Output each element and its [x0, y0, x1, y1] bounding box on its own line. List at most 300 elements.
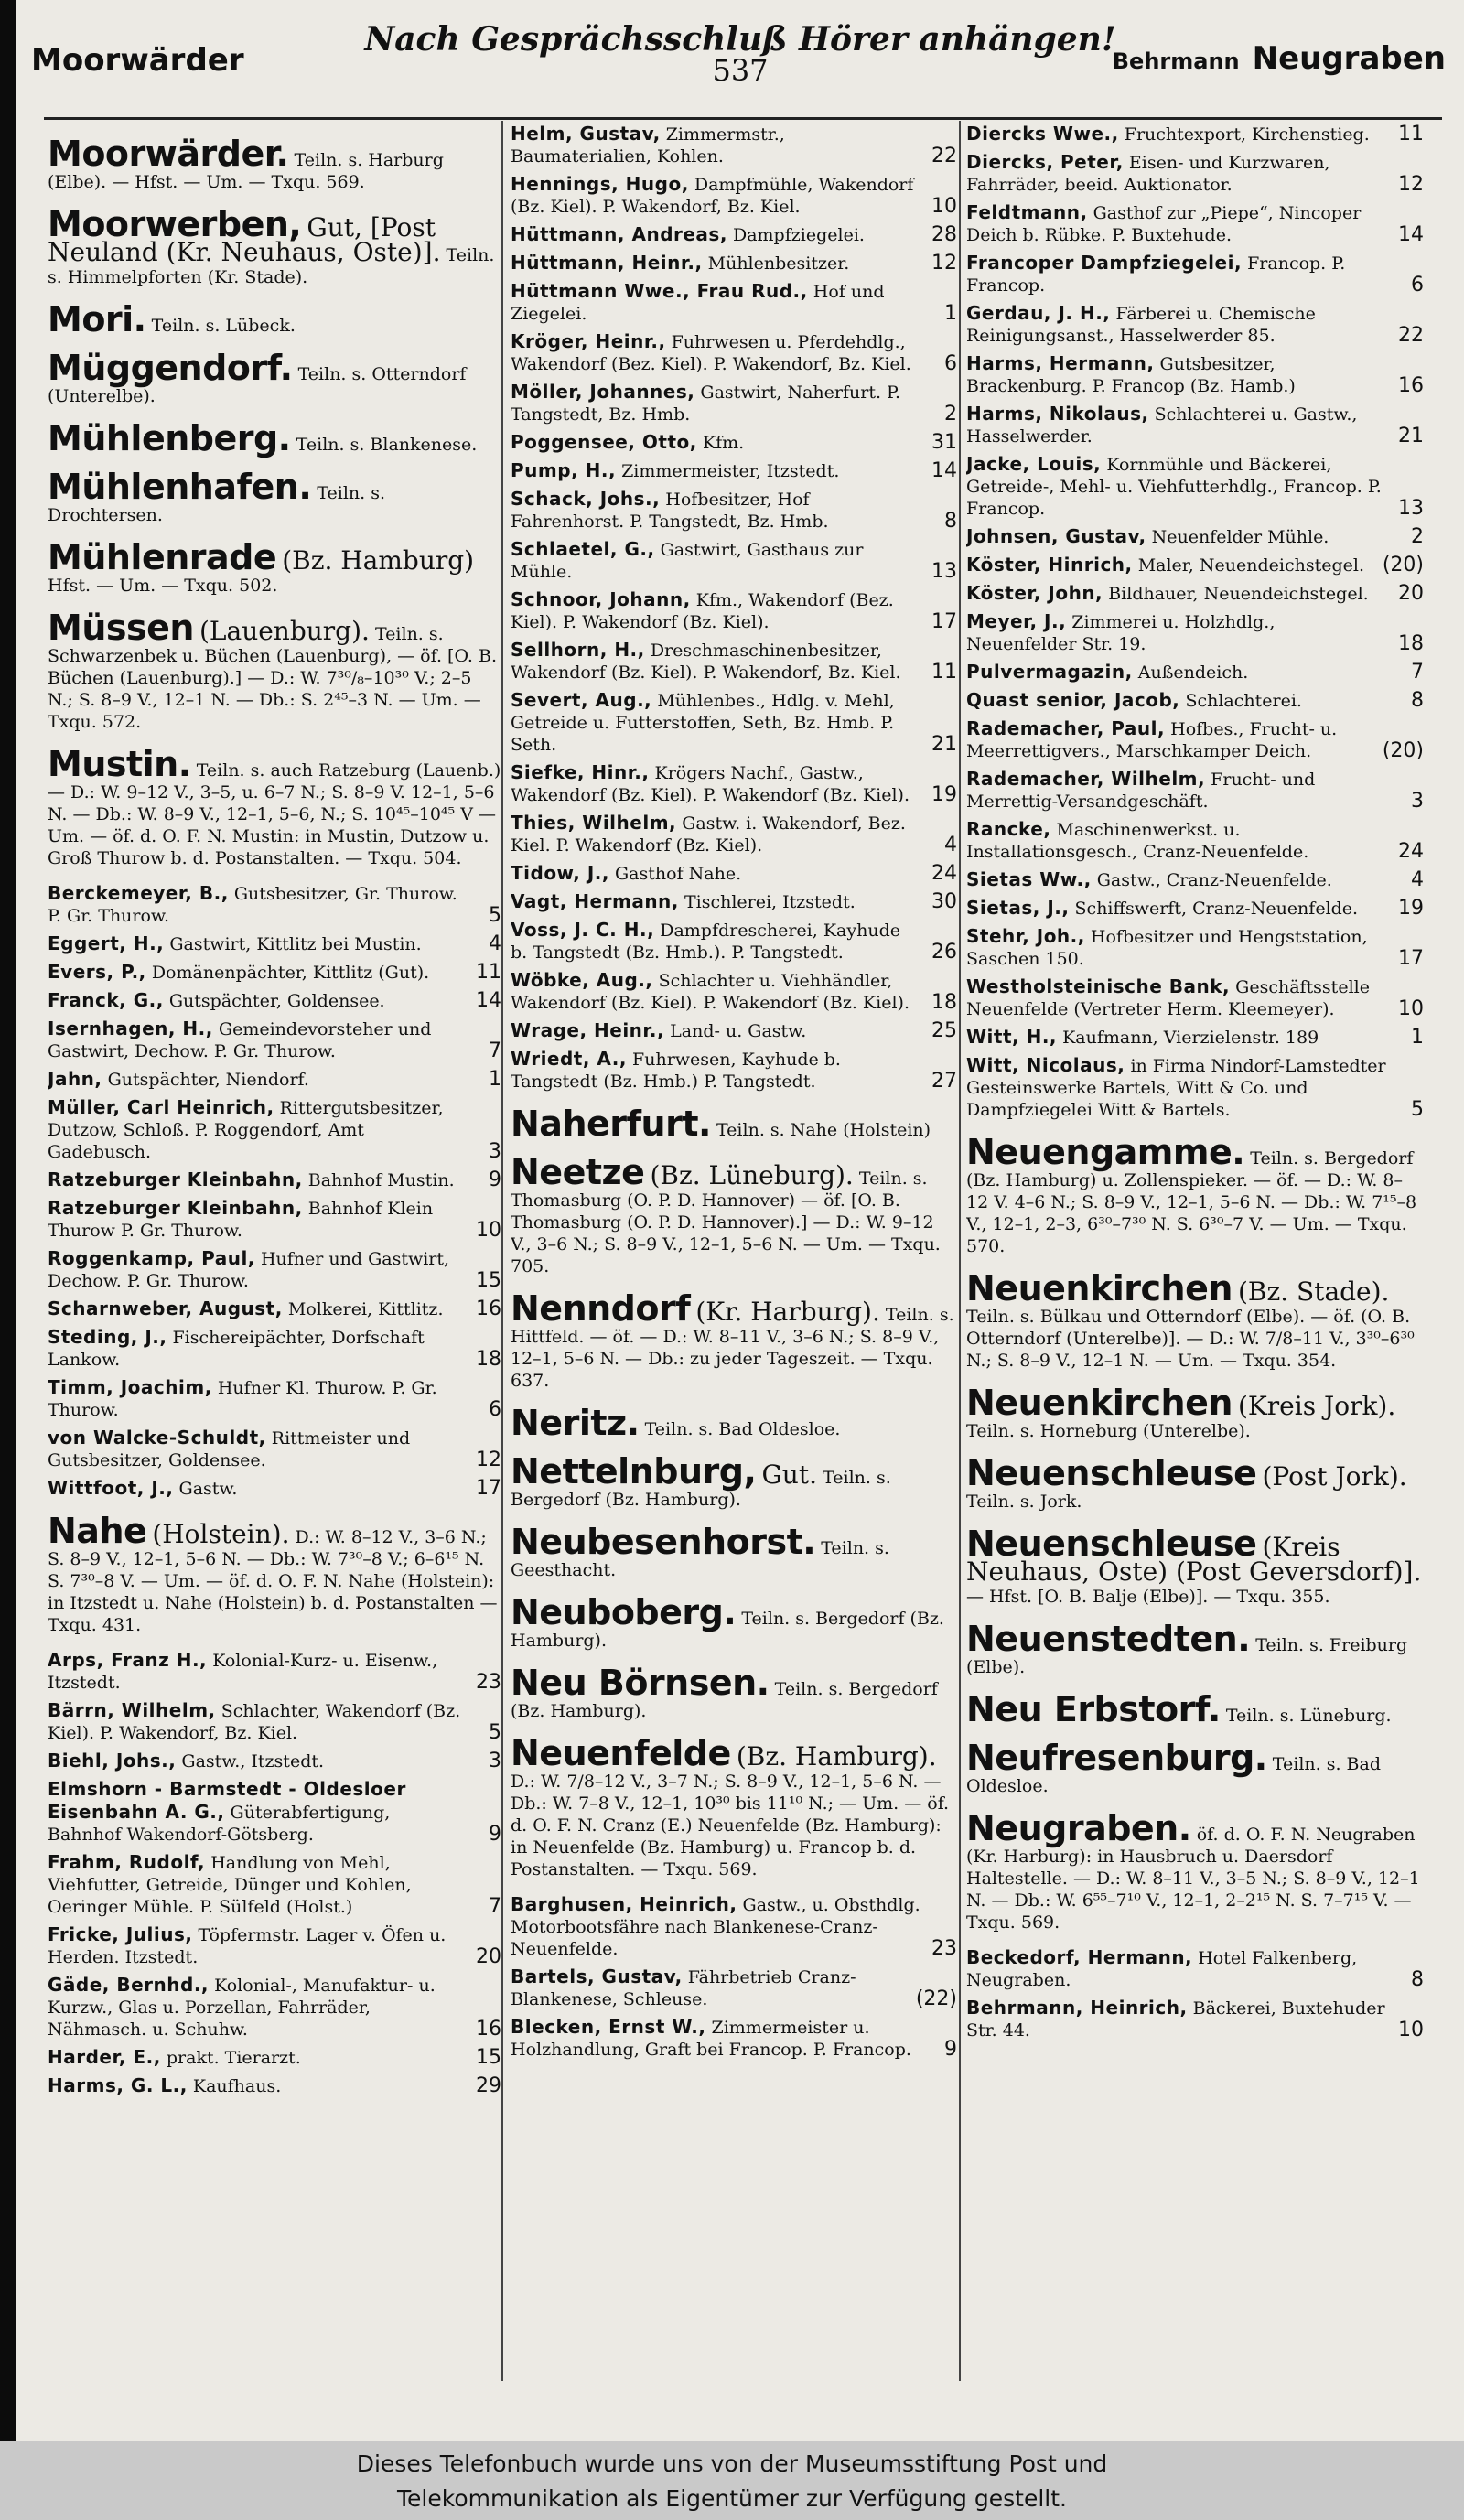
subscriber-entry — [966, 1026, 1424, 1049]
subscriber-details: Fuhrwesen, Kayhude b. Tangstedt (Bz. Hmb.) P. Tangstedt. — [511, 1050, 841, 1092]
subscriber-entry — [511, 123, 957, 167]
subscriber-details: Maschinenwerkst. u. Installationsgesch., Cranz-Neuenfelde. — [966, 820, 1309, 862]
phone-number: 7 — [489, 1895, 501, 1918]
header-notice: Nach Gesprächsschluß Hörer anhängen! — [364, 20, 1116, 59]
subscriber-name: Diercks, Peter, — [966, 151, 1124, 173]
phone-number: 28 — [931, 223, 957, 246]
subscriber-name: Helm, Gustav, — [511, 123, 661, 145]
place-details: Teiln. s. Bad Oldesloe. — [966, 1754, 1381, 1796]
subscriber-entry — [511, 761, 957, 806]
subscriber-entry — [966, 352, 1424, 397]
subscriber-name: Voss, J. C. H., — [511, 919, 655, 941]
place-name: Neuenkirchen — [966, 1268, 1233, 1308]
subscriber-details: Fruchtexport, Kirchenstieg. — [1124, 124, 1370, 145]
subscriber-details: Tischlerei, Itzstedt. — [684, 892, 856, 912]
subscriber-entry — [511, 639, 957, 684]
subscriber-name: Schlaetel, G., — [511, 538, 655, 560]
phone-number: 8 — [944, 510, 957, 533]
subscriber-details: Zimmerei u. Holzhdlg., Neuenfelder Str. 19. — [966, 612, 1276, 654]
subscriber-name: Feldtmann, — [966, 201, 1088, 223]
subscriber-details: Frucht- und Merrettig-Versandgeschäft. — [966, 770, 1316, 812]
place-heading — [511, 1522, 957, 1581]
place-name: Neuenschleuse — [966, 1524, 1257, 1564]
subscriber-details: Land- u. Gastw. — [670, 1021, 807, 1041]
place-heading — [511, 1663, 957, 1722]
subscriber-name: Sellhorn, H., — [511, 639, 645, 661]
subscriber-entry — [511, 381, 957, 425]
place-details: Teiln. s. Lübeck. — [151, 316, 296, 336]
place-heading — [511, 1592, 957, 1652]
place-qualifier: (Bz. Lüneburg). — [650, 1160, 854, 1190]
phone-number: 25 — [931, 1019, 957, 1042]
subscriber-details: Hufner Kl. Thurow. P. Gr. Thurow. — [48, 1378, 437, 1420]
subscriber-entry — [511, 969, 957, 1014]
subscriber-entry — [966, 403, 1424, 447]
subscriber-details: Zimmermeister u. Holzhandlung, Graft bei Francop. P. Francop. — [511, 2018, 911, 2060]
subscriber-name: Witt, Nicolaus, — [966, 1054, 1125, 1076]
place-heading — [966, 1738, 1424, 1797]
subscriber-entry — [511, 431, 957, 454]
header-right-small: Behrmann — [1112, 48, 1240, 74]
place-heading — [48, 744, 501, 869]
subscriber-details: Gutsbesitzer, Brackenburg. P. Francop (Bz. Hamb.) — [966, 354, 1296, 396]
column-divider — [959, 121, 961, 2381]
subscriber-entry — [48, 1197, 501, 1242]
place-heading — [48, 299, 501, 339]
place-details: Teiln. s. Bergedorf (Bz. Hamburg) u. Zollenspieker. — öf. — D.: W. 8–12 V. 4–6 N.; S. 8–9 V., 12–1, 5–6 N. — Db.: W. 7¹⁵–8 V., 12–1, 2–3, 6³⁰–7³⁰ N. S. 6³⁰–7 V. — Um. — Txqu. 570. — [966, 1148, 1417, 1256]
phone-number: 16 — [476, 1298, 501, 1320]
subscriber-entry — [48, 961, 501, 984]
subscriber-entry — [966, 252, 1424, 296]
subscriber-details: Dampfziegelei. — [732, 225, 865, 245]
subscriber-entry — [511, 812, 957, 856]
phone-number: 31 — [931, 431, 957, 454]
page-number: 537 — [712, 53, 769, 88]
phone-number: 29 — [476, 2074, 501, 2097]
place-name: Neetze — [511, 1152, 645, 1192]
column-3 — [966, 123, 1424, 2047]
subscriber-details: Gutspächter, Goldensee. — [168, 991, 385, 1011]
phone-number: 27 — [931, 1070, 957, 1093]
subscriber-details: Molkerei, Kittlitz. — [287, 1299, 444, 1319]
phone-number: 12 — [476, 1448, 501, 1471]
subscriber-details: Kornmühle und Bäckerei, Getreide-, Mehl- u. Viehfutterhdlg., Francop. P. Francop. — [966, 455, 1382, 519]
subscriber-details: Schlachter, Wakendorf (Bz. Kiel). P. Wakendorf, Bz. Kiel. — [48, 1701, 461, 1743]
subscriber-details: Kfm. — [702, 433, 745, 453]
place-heading — [511, 1403, 957, 1443]
subscriber-name: Schack, Johs., — [511, 488, 661, 510]
subscriber-name: Hüttmann, Andreas, — [511, 223, 727, 245]
place-heading — [511, 1733, 957, 1880]
subscriber-details: Hofbesitzer, Hof Fahrenhorst. P. Tangstedt, Bz. Hmb. — [511, 490, 829, 532]
phone-number: 17 — [476, 1477, 501, 1500]
subscriber-details: Hufner und Gastwirt, Dechow. P. Gr. Thurow. — [48, 1249, 450, 1291]
place-details: Teiln. s. Lüneburg. — [1225, 1706, 1392, 1726]
subscriber-details: Schlachter u. Viehhändler, Wakendorf (Bz. Kiel). P. Wakendorf (Bz. Kiel). — [511, 971, 910, 1013]
subscriber-entry — [48, 1778, 501, 1846]
place-name: Naherfurt. — [511, 1104, 711, 1144]
subscriber-name: Hüttmann Wwe., Frau Rud., — [511, 280, 808, 302]
subscriber-entry — [48, 2046, 501, 2069]
subscriber-entry — [511, 459, 957, 482]
subscriber-name: Jacke, Louis, — [966, 453, 1102, 475]
place-heading — [966, 1689, 1424, 1729]
phone-number: 17 — [931, 610, 957, 633]
phone-number: 10 — [1398, 997, 1424, 1020]
phone-number: 15 — [476, 1269, 501, 1292]
subscriber-name: Diercks Wwe., — [966, 123, 1119, 145]
phone-number: 23 — [931, 1937, 957, 1960]
subscriber-name: Fricke, Julius, — [48, 1923, 193, 1945]
subscriber-details: in Firma Nindorf-Lamstedter Gesteinswerke Bartels, Witt & Co. und Dampfziegelei Witt & Bartels. — [966, 1056, 1386, 1120]
subscriber-details: Bildhauer, Neuendeichstegel. — [1108, 584, 1369, 604]
phone-number: 3 — [489, 1140, 501, 1163]
subscriber-details: Gastw. — [178, 1479, 238, 1499]
phone-number: 7 — [1411, 661, 1424, 684]
subscriber-name: Francoper Dampfziegelei, — [966, 252, 1243, 274]
subscriber-name: Müller, Carl Heinrich, — [48, 1096, 274, 1118]
subscriber-entry — [48, 1974, 501, 2041]
subscriber-entry — [966, 689, 1424, 712]
subscriber-details: Krögers Nachf., Gastw., Wakendorf (Bz. Kiel). P. Wakendorf (Bz. Kiel). — [511, 763, 910, 805]
subscriber-details: Gutsbesitzer, Gr. Thurow. P. Gr. Thurow. — [48, 884, 458, 926]
subscriber-details: Gastwirt, Gasthaus zur Mühle. — [511, 540, 864, 582]
place-details: Teiln. s. Freiburg (Elbe). — [966, 1635, 1408, 1677]
subscriber-name: Wriedt, A., — [511, 1048, 627, 1070]
subscriber-details: Gutspächter, Niendorf. — [107, 1070, 309, 1090]
place-details: D.: W. 8–12 V., 3–6 N.; S. 8–9 V., 12–1, 5–6 N. — Db.: W. 7³⁰–8 V.; 6–6¹⁵ N. S. 7³⁰–8 V. — Um. — öf. d. O. F. N. Nahe (Holstein): in Itzstedt u. Nahe (Holstein) b. d. Postanstalten — Txqu. 431. — [48, 1527, 498, 1635]
place-details: Teiln. s. Geesthacht. — [511, 1538, 889, 1580]
phone-number: 6 — [1411, 274, 1424, 296]
phone-number: 9 — [489, 1168, 501, 1191]
subscriber-name: Arps, Franz H., — [48, 1649, 208, 1671]
place-name: Mustin. — [48, 744, 191, 784]
phone-number: 6 — [944, 352, 957, 375]
place-qualifier: (Kreis Neuhaus, Oste) (Post Geversdorf)]. — [966, 1532, 1422, 1587]
subscriber-details: Fischereipächter, Dorfschaft Lankow. — [48, 1328, 425, 1370]
place-name: Neufresenburg. — [966, 1738, 1267, 1778]
place-heading — [511, 1152, 957, 1277]
subscriber-name: Biehl, Johs., — [48, 1750, 177, 1772]
subscriber-name: Franck, G., — [48, 989, 164, 1011]
place-name: Neuenfelde — [511, 1733, 731, 1773]
phone-number: 19 — [1398, 897, 1424, 920]
subscriber-entry — [966, 123, 1424, 145]
subscriber-name: Rademacher, Wilhelm, — [966, 768, 1206, 790]
phone-number: 11 — [931, 661, 957, 684]
subscriber-details: Mühlenbesitzer. — [707, 253, 850, 274]
place-name: Mühlenhafen. — [48, 467, 312, 507]
phone-number: 16 — [1398, 374, 1424, 397]
subscriber-entry — [966, 661, 1424, 684]
place-details: — Hfst. [O. B. Balje (Elbe)]. — Txqu. 355. — [966, 1587, 1330, 1607]
header-rule — [44, 117, 1442, 120]
place-heading — [966, 1268, 1424, 1372]
subscriber-name: Roggenkamp, Paul, — [48, 1247, 255, 1269]
phone-number: 14 — [476, 989, 501, 1012]
subscriber-name: Harder, E., — [48, 2046, 161, 2068]
place-qualifier: (Bz. Hamburg) — [282, 545, 475, 576]
place-details: Teiln. s. Harburg (Elbe). — Hfst. — Um. — Txqu. 569. — [48, 150, 444, 192]
subscriber-entry — [966, 1997, 1424, 2041]
subscriber-name: Timm, Joachim, — [48, 1376, 212, 1398]
subscriber-entry — [966, 525, 1424, 548]
subscriber-details: Zimmermstr., Baumaterialien, Kohlen. — [511, 124, 785, 167]
subscriber-entry — [48, 989, 501, 1012]
subscriber-entry — [966, 1946, 1424, 1991]
place-name: Müggendorf. — [48, 348, 293, 388]
subscriber-name: Harms, G. L., — [48, 2074, 188, 2096]
place-qualifier: Gut. — [761, 1459, 817, 1490]
place-details: Teiln. s. Schwarzenbek u. Büchen (Lauenburg), — öf. [O. B. Büchen (Lauenburg).] — D.: W. 7³⁰/₈–10³⁰ V.; 2–5 N.; S. 8–9 V., 12–1 N. — Db.: S. 2⁴⁵–3 N. — Um. — Txqu. 572. — [48, 624, 498, 732]
phone-number: (20) — [1382, 554, 1424, 576]
place-name: Neuenschleuse — [966, 1453, 1257, 1493]
place-heading — [511, 1451, 957, 1511]
place-details: Teiln. s. Himmelpforten (Kr. Stade). — [48, 245, 495, 287]
subscriber-details: Kfm., Wakendorf (Bez. Kiel). P. Wakendorf (Bz. Kiel). — [511, 590, 894, 632]
subscriber-name: Möller, Johannes, — [511, 381, 695, 403]
phone-number: 19 — [931, 783, 957, 806]
subscriber-details: Fährbetrieb Cranz-Blankenese, Schleuse. — [511, 1967, 856, 2009]
phone-number: 2 — [944, 403, 957, 425]
subscriber-details: Töpfermstr. Lager v. Öfen u. Herden. Itzstedt. — [48, 1925, 447, 1967]
subscriber-name: Rademacher, Paul, — [966, 717, 1166, 739]
place-name: Müssen — [48, 608, 194, 648]
subscriber-name: Vagt, Hermann, — [511, 890, 679, 912]
subscriber-entry — [48, 1477, 501, 1500]
subscriber-name: Hennings, Hugo, — [511, 173, 689, 195]
subscriber-name: Johnsen, Gustav, — [966, 525, 1146, 547]
phone-number: 10 — [931, 195, 957, 218]
footer-line-2: Telekommunikation als Eigentümer zur Verfügung gestellt. — [397, 2485, 1067, 2512]
subscriber-name: Siefke, Hinr., — [511, 761, 650, 783]
subscriber-entry — [511, 1048, 957, 1093]
place-name: Moorwerben, — [48, 204, 302, 244]
subscriber-name: Berckemeyer, B., — [48, 882, 229, 904]
subscriber-name: Quast senior, Jacob, — [966, 689, 1180, 711]
phone-number: 2 — [1411, 525, 1424, 548]
subscriber-name: Rancke, — [966, 818, 1051, 840]
place-name: Neu Erbstorf. — [966, 1689, 1221, 1729]
place-heading — [48, 467, 501, 526]
header-right-main: Neugraben — [1252, 40, 1446, 77]
subscriber-name: Wittfoot, J., — [48, 1477, 174, 1499]
subscriber-name: Isernhagen, H., — [48, 1018, 213, 1039]
subscriber-details: Kolonial-, Manufaktur- u. Kurzw., Glas u. Porzellan, Fahrräder, Nähmasch. u. Schuhw. — [48, 1976, 436, 2040]
subscriber-entry — [48, 1018, 501, 1062]
place-details: Teiln. s. Hittfeld. — öf. — D.: W. 8–11 V., 3–6 N.; S. 8–9 V., 12–1, 5–6 N. — Db.: zu jeder Tageszeit. — Txqu. 637. — [511, 1305, 954, 1391]
place-name: Nahe — [48, 1511, 147, 1551]
subscriber-details: Eisen- und Kurzwaren, Fahrräder, beeid. Auktionator. — [966, 153, 1330, 195]
subscriber-name: Severt, Aug., — [511, 689, 652, 711]
phone-number: 1 — [944, 302, 957, 325]
subscriber-entry — [48, 1247, 501, 1292]
subscriber-entry — [511, 252, 957, 275]
phone-number: 16 — [476, 2018, 501, 2041]
phone-number: 22 — [931, 145, 957, 167]
phone-number: 23 — [476, 1671, 501, 1694]
place-heading — [48, 1511, 501, 1636]
phone-number: 24 — [931, 862, 957, 885]
place-heading — [511, 1288, 957, 1392]
phone-number: 5 — [1411, 1098, 1424, 1121]
phone-number: 1 — [1411, 1026, 1424, 1049]
phone-number: 10 — [1398, 2019, 1424, 2041]
subscriber-entry — [966, 925, 1424, 970]
subscriber-details: Fuhrwesen u. Pferdehdlg., Wakendorf (Bez. Kiel). P. Wakendorf, Bz. Kiel. — [511, 332, 911, 374]
subscriber-details: Dampfdrescherei, Kayhude b. Tangstedt (Bz. Hmb.). P. Tangstedt. — [511, 921, 900, 963]
place-heading — [966, 1524, 1424, 1608]
subscriber-entry — [511, 588, 957, 633]
phone-number: 3 — [1411, 790, 1424, 813]
subscriber-details: Rittergutsbesitzer, Dutzow, Schloß. P. Roggendorf, Amt Gadebusch. — [48, 1098, 444, 1162]
place-name: Neritz. — [511, 1403, 640, 1443]
subscriber-name: Behrmann, Heinrich, — [966, 1997, 1188, 2019]
subscriber-entry — [511, 330, 957, 375]
place-qualifier: (Holstein). — [152, 1519, 290, 1549]
column-1 — [48, 123, 501, 2103]
header-right-keyword — [1113, 40, 1446, 77]
subscriber-name: Ratzeburger Kleinbahn, — [48, 1168, 303, 1190]
subscriber-entry — [48, 1699, 501, 1744]
subscriber-name: Steding, J., — [48, 1326, 167, 1348]
place-details: Teiln. s. Jork. — [966, 1492, 1082, 1512]
phone-number: 18 — [931, 991, 957, 1014]
subscriber-name: Bartels, Gustav, — [511, 1965, 683, 1987]
subscriber-entry — [966, 717, 1424, 762]
subscriber-name: Poggensee, Otto, — [511, 431, 697, 453]
subscriber-entry — [48, 1923, 501, 1968]
subscriber-entry — [511, 280, 957, 325]
place-name: Neuenstedten. — [966, 1619, 1251, 1659]
subscriber-name: Westholsteinische Bank, — [966, 975, 1231, 997]
place-details: Teiln. s. Blankenese. — [296, 435, 478, 455]
subscriber-entry — [511, 223, 957, 246]
subscriber-name: Bärrn, Wilhelm, — [48, 1699, 216, 1721]
subscriber-details: Gastw., u. Obsthdlg. Motorbootsfähre nach Blankenese-Cranz-Neuenfelde. — [511, 1895, 920, 1959]
place-details: Teiln. s. Nahe (Holstein) — [716, 1120, 931, 1140]
subscriber-name: von Walcke-Schuldt, — [48, 1427, 266, 1448]
place-details: Teiln. s. Bad Oldesloe. — [644, 1419, 841, 1439]
subscriber-entry — [48, 1068, 501, 1091]
subscriber-name: Beckedorf, Hermann, — [966, 1946, 1193, 1968]
place-qualifier: (Lauenburg). — [199, 616, 370, 646]
subscriber-name: Tidow, J., — [511, 862, 609, 884]
place-details: Hfst. — Um. — Txqu. 502. — [48, 576, 278, 596]
phone-number: 5 — [489, 904, 501, 927]
subscriber-entry — [966, 868, 1424, 891]
place-heading — [966, 1132, 1424, 1257]
subscriber-details: Bahnhof Mustin. — [307, 1170, 455, 1190]
place-heading — [966, 1619, 1424, 1678]
phone-number: 10 — [476, 1219, 501, 1242]
phone-number: 4 — [489, 932, 501, 955]
footer-notice — [0, 2441, 1464, 2520]
subscriber-name: Elmshorn - Barmstedt - Oldesloer Eisenbahn A. G., — [48, 1778, 406, 1823]
subscriber-entry — [511, 689, 957, 756]
place-name: Nettelnburg, — [511, 1451, 757, 1492]
subscriber-details: Dampfmühle, Wakendorf (Bz. Kiel). P. Wakendorf, Bz. Kiel. — [511, 175, 914, 217]
subscriber-details: Außendeich. — [1137, 662, 1249, 683]
place-details: Teiln. s. Bülkau und Otterndorf (Elbe). — öf. (O. B. Otterndorf (Unterelbe)]. — D.: W. 7/8–11 V., 3³⁰–6³⁰ N.; S. 8–9 V., 12–1 N. — Um. — Txqu. 354. — [966, 1307, 1415, 1371]
place-name: Neuengamme. — [966, 1132, 1245, 1172]
subscriber-name: Köster, John, — [966, 582, 1103, 604]
subscriber-entry — [48, 2074, 501, 2097]
subscriber-details: Kolonial-Kurz- u. Eisenw., Itzstedt. — [48, 1651, 438, 1693]
phone-number: 22 — [1398, 324, 1424, 347]
phone-number: 11 — [476, 961, 501, 984]
subscriber-name: Witt, H., — [966, 1026, 1058, 1048]
subscriber-name: Köster, Hinrich, — [966, 554, 1133, 576]
subscriber-details: Mühlenbes., Hdlg. v. Mehl, Getreide u. Futterstoffen, Seth, Bz. Hmb. P. Seth. — [511, 691, 895, 755]
place-heading — [48, 134, 501, 193]
place-details: Teiln. s. Bergedorf (Bz. Hamburg). — [511, 1468, 891, 1510]
header-left-keyword: Moorwärder — [31, 42, 244, 79]
place-details: Teiln. s. Bergedorf (Bz. Hamburg). — [511, 1609, 944, 1651]
phone-number: (22) — [915, 1987, 957, 2010]
subscriber-details: Hofbes., Frucht- u. Meerrettigvers., Marschkamper Deich. — [966, 719, 1338, 761]
subscriber-name: Schnoor, Johann, — [511, 588, 691, 610]
phone-number: 20 — [476, 1945, 501, 1968]
subscriber-details: Gastw. i. Wakendorf, Bez. Kiel. P. Wakendorf (Bz. Kiel). — [511, 813, 906, 856]
phone-number: 15 — [476, 2046, 501, 2069]
place-name: Neubesenhorst. — [511, 1522, 816, 1562]
phone-number: 11 — [1398, 123, 1424, 145]
subscriber-details: Schlachterei. — [1185, 691, 1302, 711]
subscriber-details: Hotel Falkenberg, Neugraben. — [966, 1948, 1358, 1990]
place-qualifier: (Kr. Harburg). — [695, 1297, 880, 1327]
subscriber-details: Gastw., Itzstedt. — [181, 1751, 325, 1772]
subscriber-entry — [511, 1965, 957, 2010]
place-name: Mühlenberg. — [48, 418, 291, 458]
subscriber-entry — [511, 1019, 957, 1042]
place-name: Mühlenrade — [48, 537, 277, 577]
subscriber-details: Neuenfelder Mühle. — [1151, 527, 1329, 547]
subscriber-entry — [966, 201, 1424, 246]
place-qualifier: (Post Jork). — [1262, 1461, 1407, 1492]
place-name: Moorwärder. — [48, 134, 289, 174]
subscriber-name: Wöbke, Aug., — [511, 969, 653, 991]
subscriber-entry — [966, 453, 1424, 520]
subscriber-details: Bahnhof Klein Thurow P. Gr. Thurow. — [48, 1199, 434, 1241]
phone-number: 14 — [1398, 223, 1424, 246]
subscriber-entry — [48, 1427, 501, 1471]
phone-number: 24 — [1398, 840, 1424, 863]
phone-number: 5 — [489, 1721, 501, 1744]
subscriber-details: prakt. Tierarzt. — [166, 2048, 301, 2068]
subscriber-entry — [48, 1851, 501, 1918]
subscriber-name: Sietas Ww., — [966, 868, 1092, 890]
subscriber-entry — [966, 818, 1424, 863]
place-details: öf. d. O. F. N. Neugraben (Kr. Harburg): in Hausbruch u. Daersdorf Haltestelle. — D.: W. 8–11 V., 3–5 N.; S. 8–9 V., 12–1 N. — Db.: W. 6⁵⁵–7¹⁰ V., 12–1, 2–2¹⁵ N. S. 7–7¹⁵ V. — Txqu. 569. — [966, 1825, 1420, 1933]
subscriber-name: Sietas, J., — [966, 897, 1070, 919]
subscriber-details: Kaufmann, Vierzielenstr. 189 — [1062, 1028, 1319, 1048]
phone-number: 18 — [1398, 632, 1424, 655]
subscriber-details: Geschäftsstelle Neuenfelde (Vertreter Herm. Kleemeyer). — [966, 977, 1370, 1019]
place-heading — [511, 1104, 957, 1144]
place-name: Neu Börnsen. — [511, 1663, 770, 1703]
subscriber-name: Thies, Wilhelm, — [511, 812, 677, 834]
place-qualifier: (Bz. Stade). — [1237, 1276, 1390, 1307]
phone-number: 26 — [931, 941, 957, 964]
phone-number: 1 — [489, 1068, 501, 1091]
subscriber-entry — [48, 932, 501, 955]
place-heading — [48, 608, 501, 733]
subscriber-entry — [511, 890, 957, 913]
subscriber-details: Gastwirt, Kittlitz bei Mustin. — [169, 934, 422, 954]
place-qualifier: (Bz. Hamburg). — [736, 1741, 937, 1772]
place-details: Teiln. s. Drochtersen. — [48, 483, 386, 525]
